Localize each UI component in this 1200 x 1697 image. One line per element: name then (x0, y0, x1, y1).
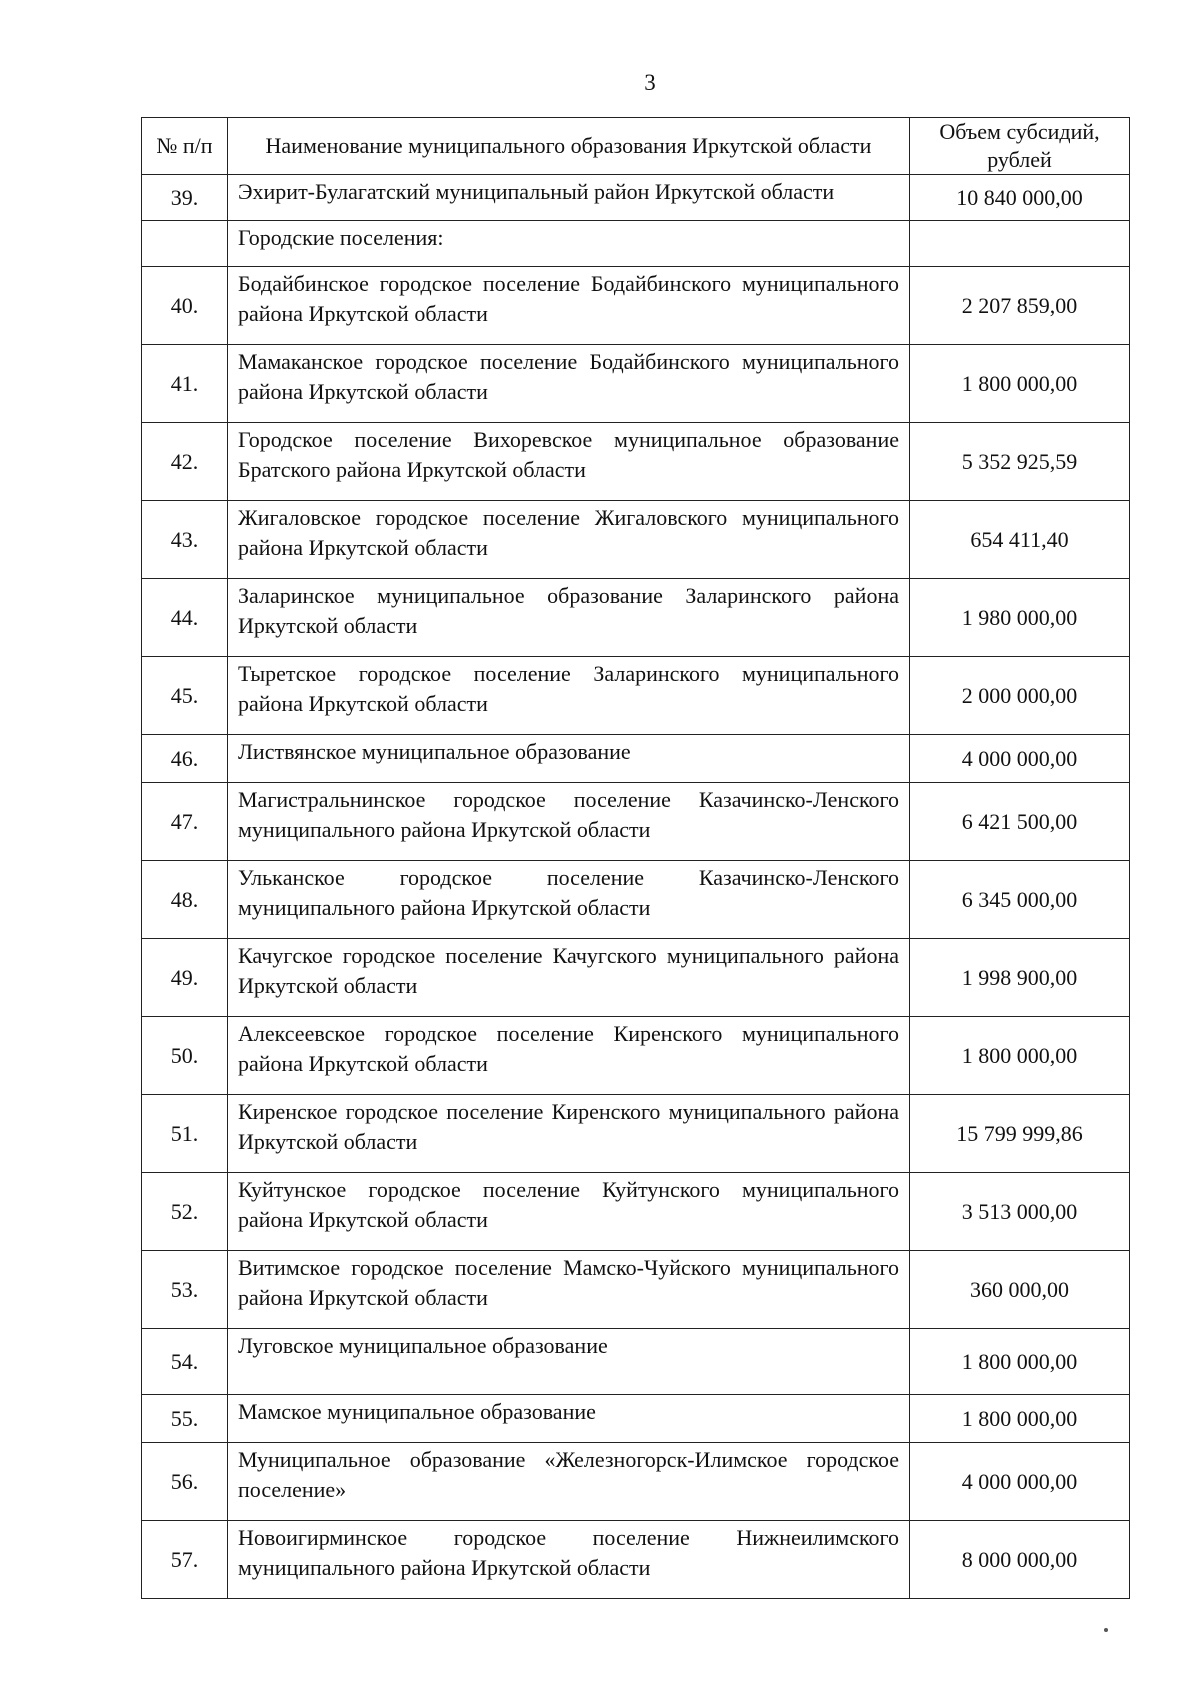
row-number: 47. (142, 783, 228, 861)
row-name: Улькaнское городское поселение Казачинско-Ленского муниципального района Иркутской области (228, 861, 910, 939)
row-number: 51. (142, 1095, 228, 1173)
row-amount: 10 840 000,00 (910, 175, 1130, 221)
table-row (142, 735, 1130, 783)
header-amount: Объем субсидий, рублей (910, 118, 1130, 175)
table-row (142, 1329, 1130, 1395)
table-row (142, 657, 1130, 735)
row-name: Тыретское городское поселение Заларинского муниципального района Иркутской области (228, 657, 910, 735)
row-amount: 4 000 000,00 (910, 1443, 1130, 1521)
row-number: 50. (142, 1017, 228, 1095)
row-number: 56. (142, 1443, 228, 1521)
page-number: 3 (644, 70, 656, 95)
table-row (142, 345, 1130, 423)
row-number: 39. (142, 175, 228, 221)
row-amount (910, 221, 1130, 267)
header-number: № п/п (142, 118, 228, 175)
row-amount: 360 000,00 (910, 1251, 1130, 1329)
row-amount: 2 207 859,00 (910, 267, 1130, 345)
row-amount: 8 000 000,00 (910, 1521, 1130, 1599)
row-number: 41. (142, 345, 228, 423)
row-name: Качугское городское поселение Качугского муниципального района Иркутской области (228, 939, 910, 1017)
table-row (142, 501, 1130, 579)
row-number: 48. (142, 861, 228, 939)
table-row (142, 1173, 1130, 1251)
row-amount: 6 421 500,00 (910, 783, 1130, 861)
row-amount: 3 513 000,00 (910, 1173, 1130, 1251)
table-header-row (142, 118, 1130, 175)
table-row (142, 1521, 1130, 1599)
table-row (142, 1395, 1130, 1443)
row-amount: 1 998 900,00 (910, 939, 1130, 1017)
row-amount: 1 800 000,00 (910, 1017, 1130, 1095)
table-row (142, 1251, 1130, 1329)
row-number: 46. (142, 735, 228, 783)
row-number: 52. (142, 1173, 228, 1251)
row-number: 44. (142, 579, 228, 657)
row-amount: 2 000 000,00 (910, 657, 1130, 735)
row-amount: 15 799 999,86 (910, 1095, 1130, 1173)
header-name: Наименование муниципального образования Иркутской области (228, 118, 910, 175)
row-number: 55. (142, 1395, 228, 1443)
table-row (142, 1443, 1130, 1521)
row-number: 42. (142, 423, 228, 501)
table-row (142, 1095, 1130, 1173)
row-number: 49. (142, 939, 228, 1017)
row-number: 54. (142, 1329, 228, 1395)
row-amount: 1 980 000,00 (910, 579, 1130, 657)
table-row (142, 267, 1130, 345)
row-amount: 1 800 000,00 (910, 345, 1130, 423)
table-row (142, 783, 1130, 861)
row-name: Луговское муниципальное образование (228, 1329, 910, 1395)
row-amount: 1 800 000,00 (910, 1329, 1130, 1395)
row-name: Киренское городское поселение Киренского муниципального района Иркутской области (228, 1095, 910, 1173)
row-name: Городское поселение Вихоревское муниципальное образование Братского района Иркутской области (228, 423, 910, 501)
row-name: Бодайбинское городское поселение Бодайбинского муниципального района Иркутской области (228, 267, 910, 345)
table-row (142, 861, 1130, 939)
row-number: 53. (142, 1251, 228, 1329)
row-name: Магистральнинское городское поселение Казачинско-Ленского муниципального района Иркутской области (228, 783, 910, 861)
row-name: Мамаканское городское поселение Бодайбинского муниципального района Иркутской области (228, 345, 910, 423)
table-row (142, 1017, 1130, 1095)
row-name: Жигаловское городское поселение Жигаловского муниципального района Иркутской области (228, 501, 910, 579)
row-name: Куйтунское городское поселение Куйтунского муниципального района Иркутской области (228, 1173, 910, 1251)
subsidy-table (141, 117, 1130, 1599)
table-row (142, 939, 1130, 1017)
row-number: 40. (142, 267, 228, 345)
scan-speck (1104, 1628, 1108, 1632)
row-name: Эхирит-Булагатский муниципальный район Иркутской области (228, 175, 910, 221)
row-name: Мамское муниципальное образование (228, 1395, 910, 1443)
row-name: Муниципальное образование «Железногорск-Илимское городское поселение» (228, 1443, 910, 1521)
row-number: 43. (142, 501, 228, 579)
row-name: Листвянское муниципальное образование (228, 735, 910, 783)
row-amount: 654 411,40 (910, 501, 1130, 579)
row-amount: 4 000 000,00 (910, 735, 1130, 783)
row-number: 45. (142, 657, 228, 735)
row-name: Городские поселения: (228, 221, 910, 267)
row-name: Новоигирминское городское поселение Нижнеилимского муниципального района Иркутской области (228, 1521, 910, 1599)
row-number (142, 221, 228, 267)
table-row (142, 579, 1130, 657)
row-number: 57. (142, 1521, 228, 1599)
table-row (142, 221, 1130, 267)
row-amount: 6 345 000,00 (910, 861, 1130, 939)
table-row (142, 423, 1130, 501)
row-name: Витимское городское поселение Мамско-Чуйского муниципального района Иркутской области (228, 1251, 910, 1329)
table-row (142, 175, 1130, 221)
row-amount: 5 352 925,59 (910, 423, 1130, 501)
row-name: Заларинское муниципальное образование Заларинского района Иркутской области (228, 579, 910, 657)
row-name: Алексеевское городское поселение Киренского муниципального района Иркутской области (228, 1017, 910, 1095)
row-amount: 1 800 000,00 (910, 1395, 1130, 1443)
